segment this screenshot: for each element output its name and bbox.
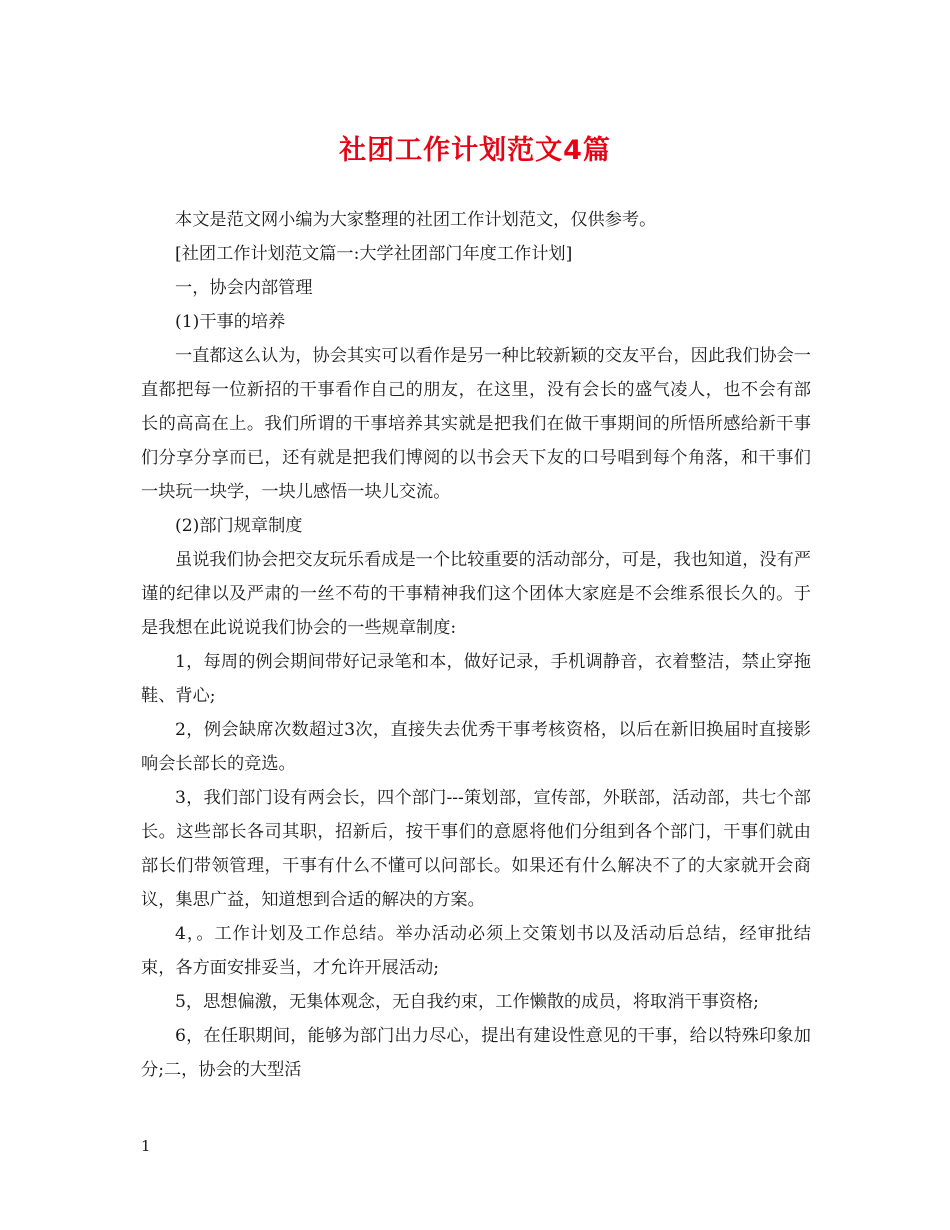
paragraph-subheading-rules: (2)部门规章制度 <box>175 516 303 536</box>
paragraph-section-heading: [社团工作计划范文篇一:大学社团部门年度工作计划] <box>175 244 573 264</box>
paragraph-rule-6: 6，在任职期间，能够为部门出力尽心，提出有建设性意见的干事，给以特殊印象加分;二，协会的大型活 <box>141 1026 811 1080</box>
paragraph-staff-training-body: 一直都这么认为，协会其实可以看作是另一种比较新颖的交友平台，因此我们协会一直都把每一位新招的干事看作自己的朋友，在这里，没有会长的盛气凌人，也不会有部长的高高在上。我们所谓的干事培养其实就是把我们在做干事期间的所悟所感给新干事们分享分享而已，还有就是把我们博阅的以书会天下友的口号唱到每个角落，和干事们一块玩一块学，一块儿感悟一块儿交流。 <box>141 346 811 502</box>
paragraph-subheading-staff-training: (1)干事的培养 <box>175 312 286 332</box>
paragraph-rule-5: 5，思想偏激，无集体观念，无自我约束，工作懒散的成员，将取消干事资格; <box>175 992 759 1012</box>
paragraph-intro: 本文是范文网小编为大家整理的社团工作计划范文，仅供参考。 <box>175 210 657 230</box>
document-body <box>141 203 811 1087</box>
paragraph-heading-internal-management: 一，协会内部管理 <box>175 278 313 298</box>
paragraph-rule-1: 1，每周的例会期间带好记录笔和本，做好记录，手机调静音，衣着整洁，禁止穿拖鞋、背心; <box>141 652 811 706</box>
document-title: 社团工作计划范文4篇 <box>339 135 611 166</box>
paragraph-rule-2: 2，例会缺席次数超过3次，直接失去优秀干事考核资格，以后在新旧换届时直接影响会长部长的竞选。 <box>141 720 811 774</box>
paragraph-rule-4: 4，。工作计划及工作总结。举办活动必须上交策划书以及活动后总结，经审批结束，各方面安排妥当，才允许开展活动; <box>141 924 811 978</box>
paragraph-rule-3: 3，我们部门设有两会长，四个部门---策划部，宣传部，外联部，活动部，共七个部长。这些部长各司其职，招新后，按干事们的意愿将他们分组到各个部门，干事们就由部长们带领管理，干事有什么不懂可以问部长。如果还有什么解决不了的大家就开会商议，集思广益，知道想到合适的解决的方案。 <box>141 788 811 910</box>
page-number: 1 <box>141 1137 151 1155</box>
paragraph-rules-intro: 虽说我们协会把交友玩乐看成是一个比较重要的活动部分，可是，我也知道，没有严谨的纪律以及严肃的一丝不苟的干事精神我们这个团体大家庭是不会维系很长久的。于是我想在此说说我们协会的一些规章制度: <box>141 550 811 638</box>
